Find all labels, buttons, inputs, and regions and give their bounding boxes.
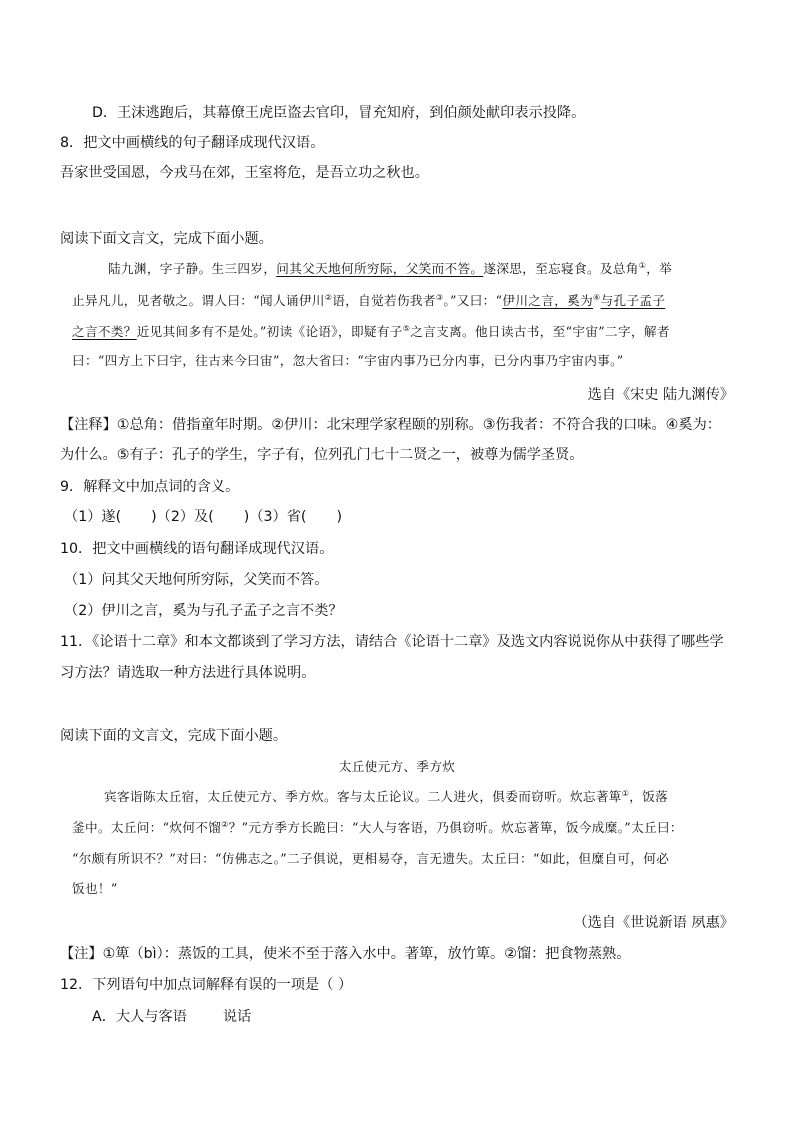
text-run: 宾客诣陈太丘宿，太丘使元方、季方炊。客与太丘论议。二人进火，俱委而窃听。炊忘著箄 <box>104 789 622 804</box>
passage3-notes: 【注】①箄（bì）：蒸饭的工具，使米不至于落入水中。著箄，放竹箄。②馏：把食物蒸熟。 <box>60 946 631 962</box>
q9-prompt: 9．解释文中加点词的含义。 <box>60 479 240 495</box>
footnote-mark: ③ <box>435 292 444 302</box>
option-label: A．大人与客语 <box>92 1009 187 1025</box>
option-meaning: 说话 <box>222 1009 252 1025</box>
q12-prompt: 12．下列语句中加点词解释有误的一项是（ ） <box>60 977 353 993</box>
passage3-line3: “尔颇有所识不？”对曰：“仿佛志之。”二子俱说，更相易夺，言无遗失。太丘曰：“如此，但糜自可，何必 <box>72 851 670 866</box>
text-run: 之言支离。他日读古书，至“宇宙”二字，解者 <box>410 324 670 339</box>
footnote-mark: ④ <box>593 292 601 302</box>
text-run: 近见其间多有不是处。”初读《论语》，即疑有子 <box>136 324 403 339</box>
text-run: ？”元方季方长跪曰：“大人与客语，乃俱窃听。炊忘著箄，饭今成糜。”太丘曰： <box>228 820 683 835</box>
passage2-notes-line2: 为什么。⑤有子：孔子的学生，字子有，位列孔门七十二贤之一，被尊为儒学圣贤。 <box>60 447 584 463</box>
passage2-line3 <box>72 321 670 343</box>
footnote-mark: ② <box>221 819 229 829</box>
text-run: 釜中。太丘问：“炊何不馏 <box>72 820 222 835</box>
passage2-line2 <box>72 290 665 312</box>
passage3-title: 太丘使元方、季方炊 <box>338 759 456 774</box>
underlined-sentence: 问其父天地何所穷际，父笑而不答。 <box>276 261 484 276</box>
footnote-mark: ② <box>324 292 333 302</box>
q10-sentence-1: （1）问其父天地何所穷际，父笑而不答。 <box>64 572 329 588</box>
q7-option-d: D．王沫逃跑后，其幕僚王虎臣盗去官印，冒充知府，到伯颜处献印表示投降。 <box>92 105 586 121</box>
q11-line1: 11．《论语十二章》和本文都谈到了学习方法，请结合《论语十二章》及选文内容说说你从中获得了哪些学 <box>60 634 724 650</box>
passage2-line4: 曰：“四方上下曰宇，往古来今曰宙”，忽大省曰：“宇宙内事乃已分内事，已分内事乃宇宙内事。” <box>72 353 624 368</box>
q11-line2: 习方法？请选取一种方法进行具体说明。 <box>60 665 316 681</box>
section2-intro: 阅读下面文言文，完成下面小题。 <box>60 231 273 247</box>
passage3-line4: 饭也！” <box>72 881 118 896</box>
text-run: 语，自觉若伤我者 <box>332 293 436 308</box>
q12-option-a <box>92 1006 251 1028</box>
q9-item-2: )（2）及( <box>151 509 214 525</box>
q8-prompt: 8．把文中画横线的句子翻译成现代汉语。 <box>60 135 325 151</box>
passage2-source: 选自《宋史 陆九渊传》 <box>587 387 734 403</box>
q10-prompt: 10．把文中画横线的语句翻译成现代汉语。 <box>60 541 334 557</box>
footnote-mark: ① <box>638 260 647 270</box>
footnote-mark: ⑤ <box>402 323 411 333</box>
q9-item-close: ) <box>336 509 343 525</box>
underlined-sentence: 之言不类？ <box>72 324 137 339</box>
text-run: 遂深思，至忘寝食。及总角 <box>483 261 639 276</box>
text-run: 陆九渊，字子静。生三四岁， <box>108 261 277 276</box>
text-run: ，饭落 <box>629 789 669 804</box>
passage2-notes-line1: 【注释】①总角：借指童年时期。②伊川：北宋理学家程颐的别称。③伤我者：不符合我的口味。④奚为： <box>60 417 721 433</box>
text-run: 。”又曰：“ <box>443 293 503 308</box>
q9-items <box>64 506 342 528</box>
passage3-line1 <box>104 786 668 808</box>
text-run: 止异凡儿，见者敬之。谓人曰：“闻人诵伊川 <box>72 293 325 308</box>
footnote-mark: ① <box>621 788 630 798</box>
section3-intro: 阅读下面的文言文，完成下面小题。 <box>60 728 288 744</box>
underlined-sentence: 伊川之言，奚为 <box>502 293 594 308</box>
q9-item-1: （1）遂( <box>64 509 122 525</box>
text-run: ，举 <box>646 261 673 276</box>
passage2-line1 <box>108 258 672 280</box>
underlined-sentence: 与孔子孟子 <box>600 293 666 308</box>
q8-sentence: 吾家世受国恩，今戎马在郊，王室将危，是吾立功之秋也。 <box>60 165 429 181</box>
q9-item-3: )（3）省( <box>243 509 307 525</box>
q10-sentence-2: （2）伊川之言，奚为与孔子孟子之言不类？ <box>64 603 343 619</box>
passage3-source: （选自《世说新语 夙惠》 <box>573 915 734 931</box>
passage3-line2 <box>72 817 683 839</box>
